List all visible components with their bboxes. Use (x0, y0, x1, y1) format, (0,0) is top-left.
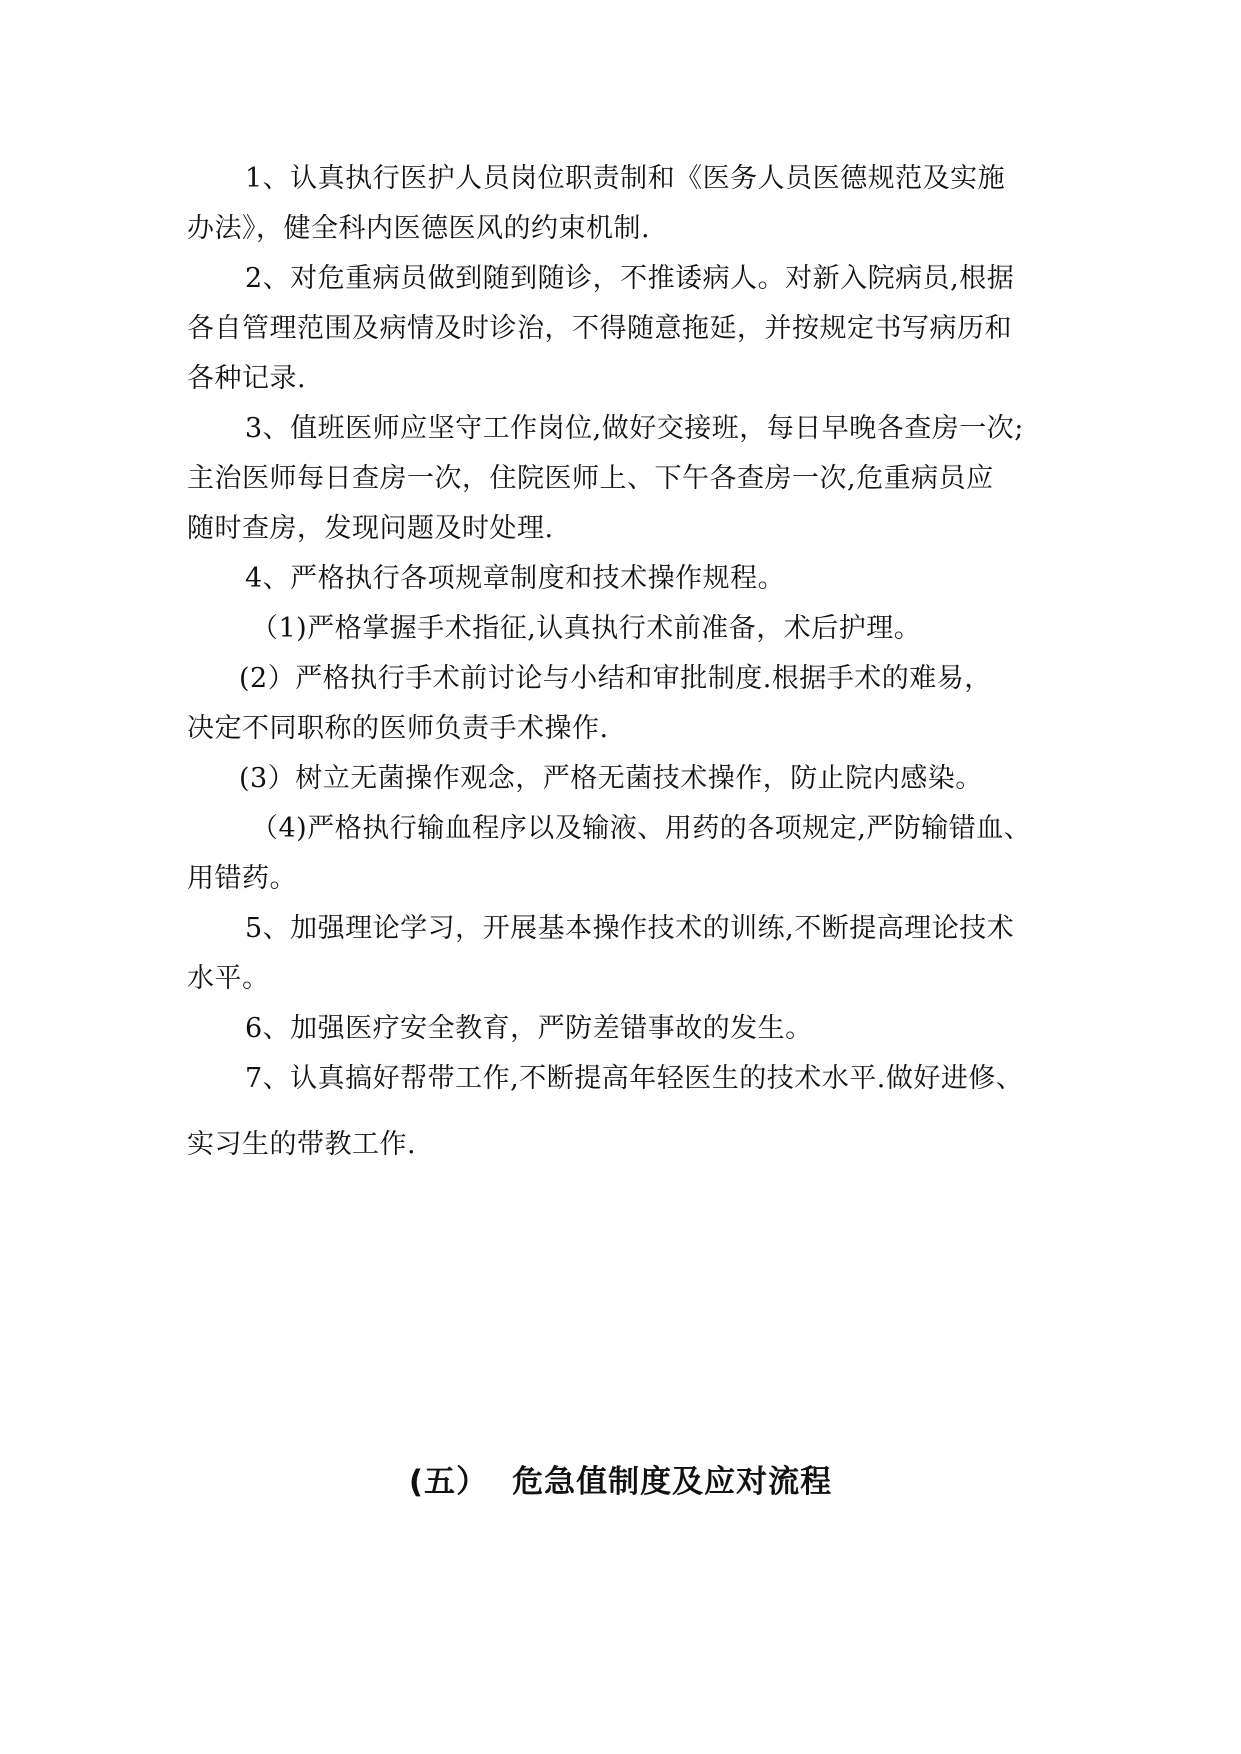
section-title: 危急值制度及应对流程 (512, 1464, 833, 1500)
section-number: (五） (408, 1464, 489, 1500)
rule-4-sub-3: (3）树立无菌操作观念，严格无菌技术操作，防止院内感染。 (239, 763, 983, 794)
rule-7-line-2: 实习生的带教工作. (187, 1129, 417, 1160)
rule-5-line-2: 水平。 (187, 963, 270, 994)
rule-5-line-1: 5、加强理论学习，开展基本操作技术的训练,不断提高理论技术 (245, 913, 1015, 944)
rule-6-line-1: 6、加强医疗安全教育，严防差错事故的发生。 (245, 1013, 813, 1044)
rule-4-sub-4-line-2: 用错药。 (187, 863, 297, 894)
rule-1-line-1: 1、认真执行医护人员岗位职责制和《医务人员医德规范及实施 (245, 163, 1006, 194)
rule-3-line-3: 随时查房，发现问题及时处理. (187, 513, 554, 544)
rule-7-line-1: 7、认真搞好帮带工作,不断提高年轻医生的技术水平.做好进修、 (245, 1063, 1024, 1094)
rule-4-line-1: 4、严格执行各项规章制度和技术操作规程。 (245, 563, 786, 594)
rule-4-sub-1: （1)严格掌握手术指征,认真执行术前准备，术后护理。 (251, 613, 922, 644)
rule-4-sub-2-line-1: (2）严格执行手术前讨论与小结和审批制度.根据手术的难易， (239, 663, 992, 694)
section-heading (0, 1462, 1241, 1502)
rule-2-line-3: 各种记录. (187, 363, 307, 394)
rule-2-line-2: 各自管理范围及病情及时诊治，不得随意拖延，并按规定书写病历和 (187, 313, 1012, 344)
rule-4-sub-4-line-1: （4)严格执行输血程序以及输液、用药的各项规定,严防输错血、 (251, 813, 1032, 844)
rule-3-line-2: 主治医师每日查房一次，住院医师上、下午各查房一次,危重病员应 (187, 463, 994, 494)
rule-1-line-2: 办法》，健全科内医德医风的约束机制. (187, 213, 651, 244)
rule-3-line-1: 3、值班医师应坚守工作岗位,做好交接班，每日早晚各查房一次; (245, 413, 1024, 444)
rule-2-line-1: 2、对危重病员做到随到随诊，不推诿病人。对新入院病员,根据 (245, 263, 1015, 294)
rules-body (187, 154, 1049, 1170)
rule-4-sub-2-line-2: 决定不同职称的医师负责手术操作. (187, 713, 609, 744)
